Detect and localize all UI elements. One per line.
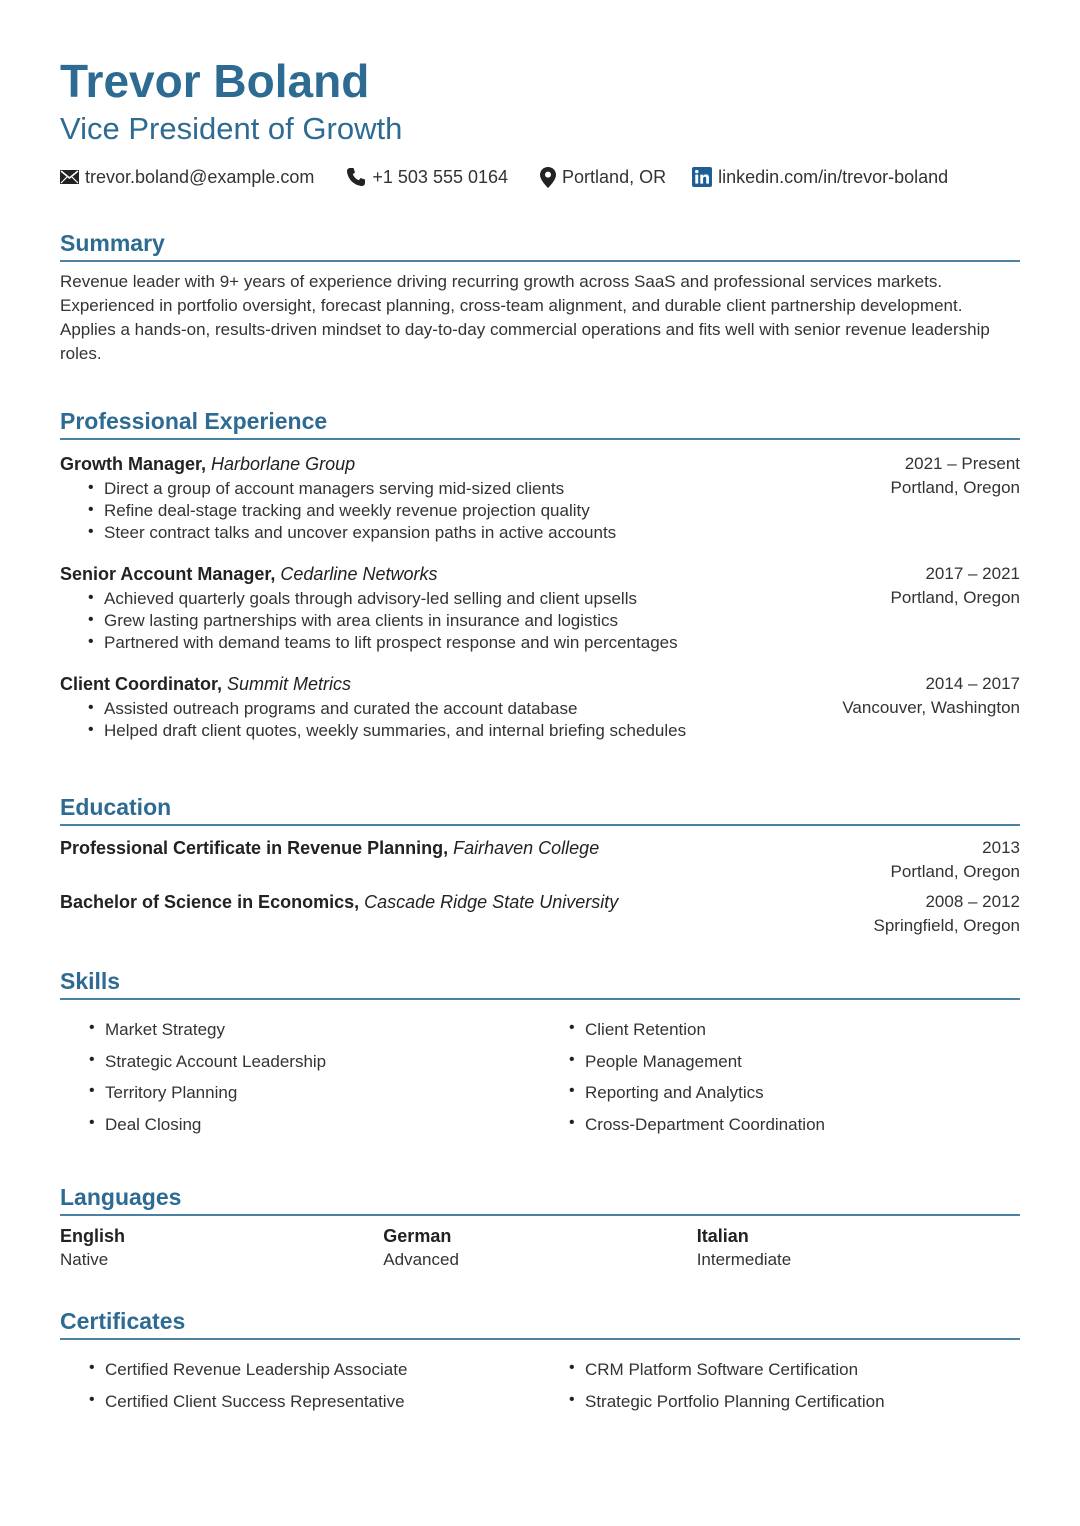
section-title-languages: Languages — [60, 1184, 182, 1210]
education-location: Springfield, Oregon — [873, 916, 1020, 935]
job-location: Portland, Oregon — [890, 478, 1020, 497]
job-details — [60, 562, 800, 654]
experience-section — [60, 406, 1020, 742]
job-location: Vancouver, Washington — [842, 698, 1020, 717]
education-degree: Professional Certificate in Revenue Planning, — [60, 838, 449, 858]
job-entry — [60, 452, 1020, 544]
candidate-headline: Vice President of Growth — [60, 111, 403, 146]
job-company: Cedarline Networks — [280, 564, 438, 584]
education-meta — [891, 836, 1020, 884]
skill-item: • Market Strategy — [105, 1014, 540, 1046]
education-dates: 2008 – 2012 — [925, 892, 1020, 911]
education-entry — [60, 890, 1020, 938]
linkedin-icon — [692, 167, 712, 187]
job-bullet: • Partnered with demand teams to lift prospect response and win percentages — [104, 632, 800, 654]
section-title-summary: Summary — [60, 230, 165, 256]
education-heading — [60, 836, 599, 884]
certificate-item: • Certified Revenue Leadership Associate — [105, 1354, 540, 1386]
education-degree: Bachelor of Science in Economics, — [60, 892, 360, 912]
languages-section — [60, 1182, 1020, 1272]
certificates-section — [60, 1306, 1020, 1417]
skill-item: • Client Retention — [585, 1014, 1020, 1046]
linkedin-text: linkedin.com/in/trevor-boland — [718, 166, 949, 187]
language-name: Italian — [696, 1226, 749, 1246]
summary-section — [60, 228, 1020, 366]
language-level: Intermediate — [696, 1250, 792, 1269]
job-bullet: • Steer contract talks and uncover expansion paths in active accounts — [104, 522, 800, 544]
job-heading — [60, 562, 800, 586]
section-title-education: Education — [60, 794, 172, 820]
job-dates: 2014 – 2017 — [925, 674, 1020, 693]
education-meta — [874, 890, 1020, 938]
education-heading — [60, 890, 618, 938]
job-bullets — [60, 588, 800, 654]
job-role: Client Coordinator, — [60, 674, 222, 694]
skills-section — [60, 966, 1020, 1140]
job-bullet: • Direct a group of account managers serving mid-sized clients — [104, 478, 800, 500]
envelope-icon — [60, 170, 79, 184]
skills-columns — [60, 1012, 1020, 1140]
job-bullet: • Grew lasting partnerships with area clients in insurance and logistics — [104, 610, 800, 632]
certificates-columns — [60, 1352, 1020, 1417]
resume-content — [60, 54, 1020, 1417]
skills-list-left — [60, 1014, 540, 1140]
contact-linkedin[interactable] — [692, 167, 948, 188]
skill-item: • Cross-Department Coordination — [585, 1109, 1020, 1141]
language-name: German — [383, 1226, 452, 1246]
education-location: Portland, Oregon — [890, 862, 1020, 881]
contact-email[interactable] — [60, 167, 314, 188]
job-location: Portland, Oregon — [890, 588, 1020, 607]
job-details — [60, 672, 800, 742]
section-title-certificates: Certificates — [60, 1308, 186, 1334]
skill-item: • Strategic Account Leadership — [105, 1046, 540, 1078]
section-title-skills: Skills — [60, 968, 121, 994]
contact-location — [540, 167, 666, 188]
map-pin-icon — [540, 167, 556, 188]
education-school: Fairhaven College — [453, 838, 600, 858]
job-company: Harborlane Group — [211, 454, 356, 474]
language-item — [383, 1224, 696, 1272]
education-dates: 2013 — [982, 838, 1020, 857]
skill-item: • People Management — [585, 1046, 1020, 1078]
education-entry — [60, 836, 1020, 884]
job-bullet: • Assisted outreach programs and curated the account database — [104, 698, 800, 720]
education-school: Cascade Ridge State University — [364, 892, 619, 912]
section-divider — [60, 438, 1020, 440]
job-dates: 2021 – Present — [904, 454, 1020, 473]
phone-icon — [346, 167, 366, 187]
certificate-item: • Certified Client Success Representative — [105, 1386, 540, 1418]
section-divider — [60, 824, 1020, 826]
candidate-name: Trevor Boland — [60, 55, 370, 107]
job-meta — [891, 452, 1020, 544]
section-divider — [60, 260, 1020, 262]
job-meta — [842, 672, 1020, 742]
job-heading — [60, 452, 800, 476]
certificates-list-right — [540, 1354, 1020, 1417]
language-item — [60, 1224, 383, 1272]
contact-bar — [60, 162, 1020, 192]
job-meta — [891, 562, 1020, 654]
job-heading — [60, 672, 800, 696]
phone-text: +1 503 555 0164 — [372, 166, 509, 187]
language-item — [697, 1224, 1020, 1272]
job-entry — [60, 672, 1020, 742]
skill-item: • Territory Planning — [105, 1077, 540, 1109]
job-bullet: • Refine deal-stage tracking and weekly revenue projection quality — [104, 500, 800, 522]
email-text: trevor.boland@example.com — [85, 166, 315, 187]
job-bullet: • Helped draft client quotes, weekly summaries, and internal briefing schedules — [104, 720, 800, 742]
job-bullets — [60, 478, 800, 544]
contact-phone[interactable] — [346, 167, 508, 188]
languages-list — [60, 1224, 1020, 1272]
job-dates: 2017 – 2021 — [925, 564, 1020, 583]
section-divider — [60, 998, 1020, 1000]
job-role: Growth Manager, — [60, 454, 207, 474]
skill-item: • Reporting and Analytics — [585, 1077, 1020, 1109]
education-section — [60, 792, 1020, 938]
certificates-list-left — [60, 1354, 540, 1417]
certificate-item: • Strategic Portfolio Planning Certification — [585, 1386, 1020, 1418]
job-entry — [60, 562, 1020, 654]
summary-text: Revenue leader with 9+ years of experience driving recurring growth across SaaS and professional services markets. Experienced in portfolio oversight, forecast planning, cross-team alignment, and durable client partnership development. Applies a hands-on, results-driven mindset to day-to-day commercial operations and fits well with senior revenue leadership roles. — [60, 272, 990, 363]
section-divider — [60, 1338, 1020, 1340]
job-role: Senior Account Manager, — [60, 564, 276, 584]
certificate-item: • CRM Platform Software Certification — [585, 1354, 1020, 1386]
language-level: Advanced — [383, 1250, 459, 1269]
language-level: Native — [60, 1250, 109, 1269]
skill-item: • Deal Closing — [105, 1109, 540, 1141]
job-company: Summit Metrics — [227, 674, 352, 694]
skills-list-right — [540, 1014, 1020, 1140]
location-text: Portland, OR — [562, 166, 667, 187]
job-details — [60, 452, 800, 544]
language-name: English — [60, 1226, 126, 1246]
job-bullet: • Achieved quarterly goals through advisory-led selling and client upsells — [104, 588, 800, 610]
section-divider — [60, 1214, 1020, 1216]
job-bullets — [60, 698, 800, 742]
section-title-experience: Professional Experience — [60, 408, 328, 434]
